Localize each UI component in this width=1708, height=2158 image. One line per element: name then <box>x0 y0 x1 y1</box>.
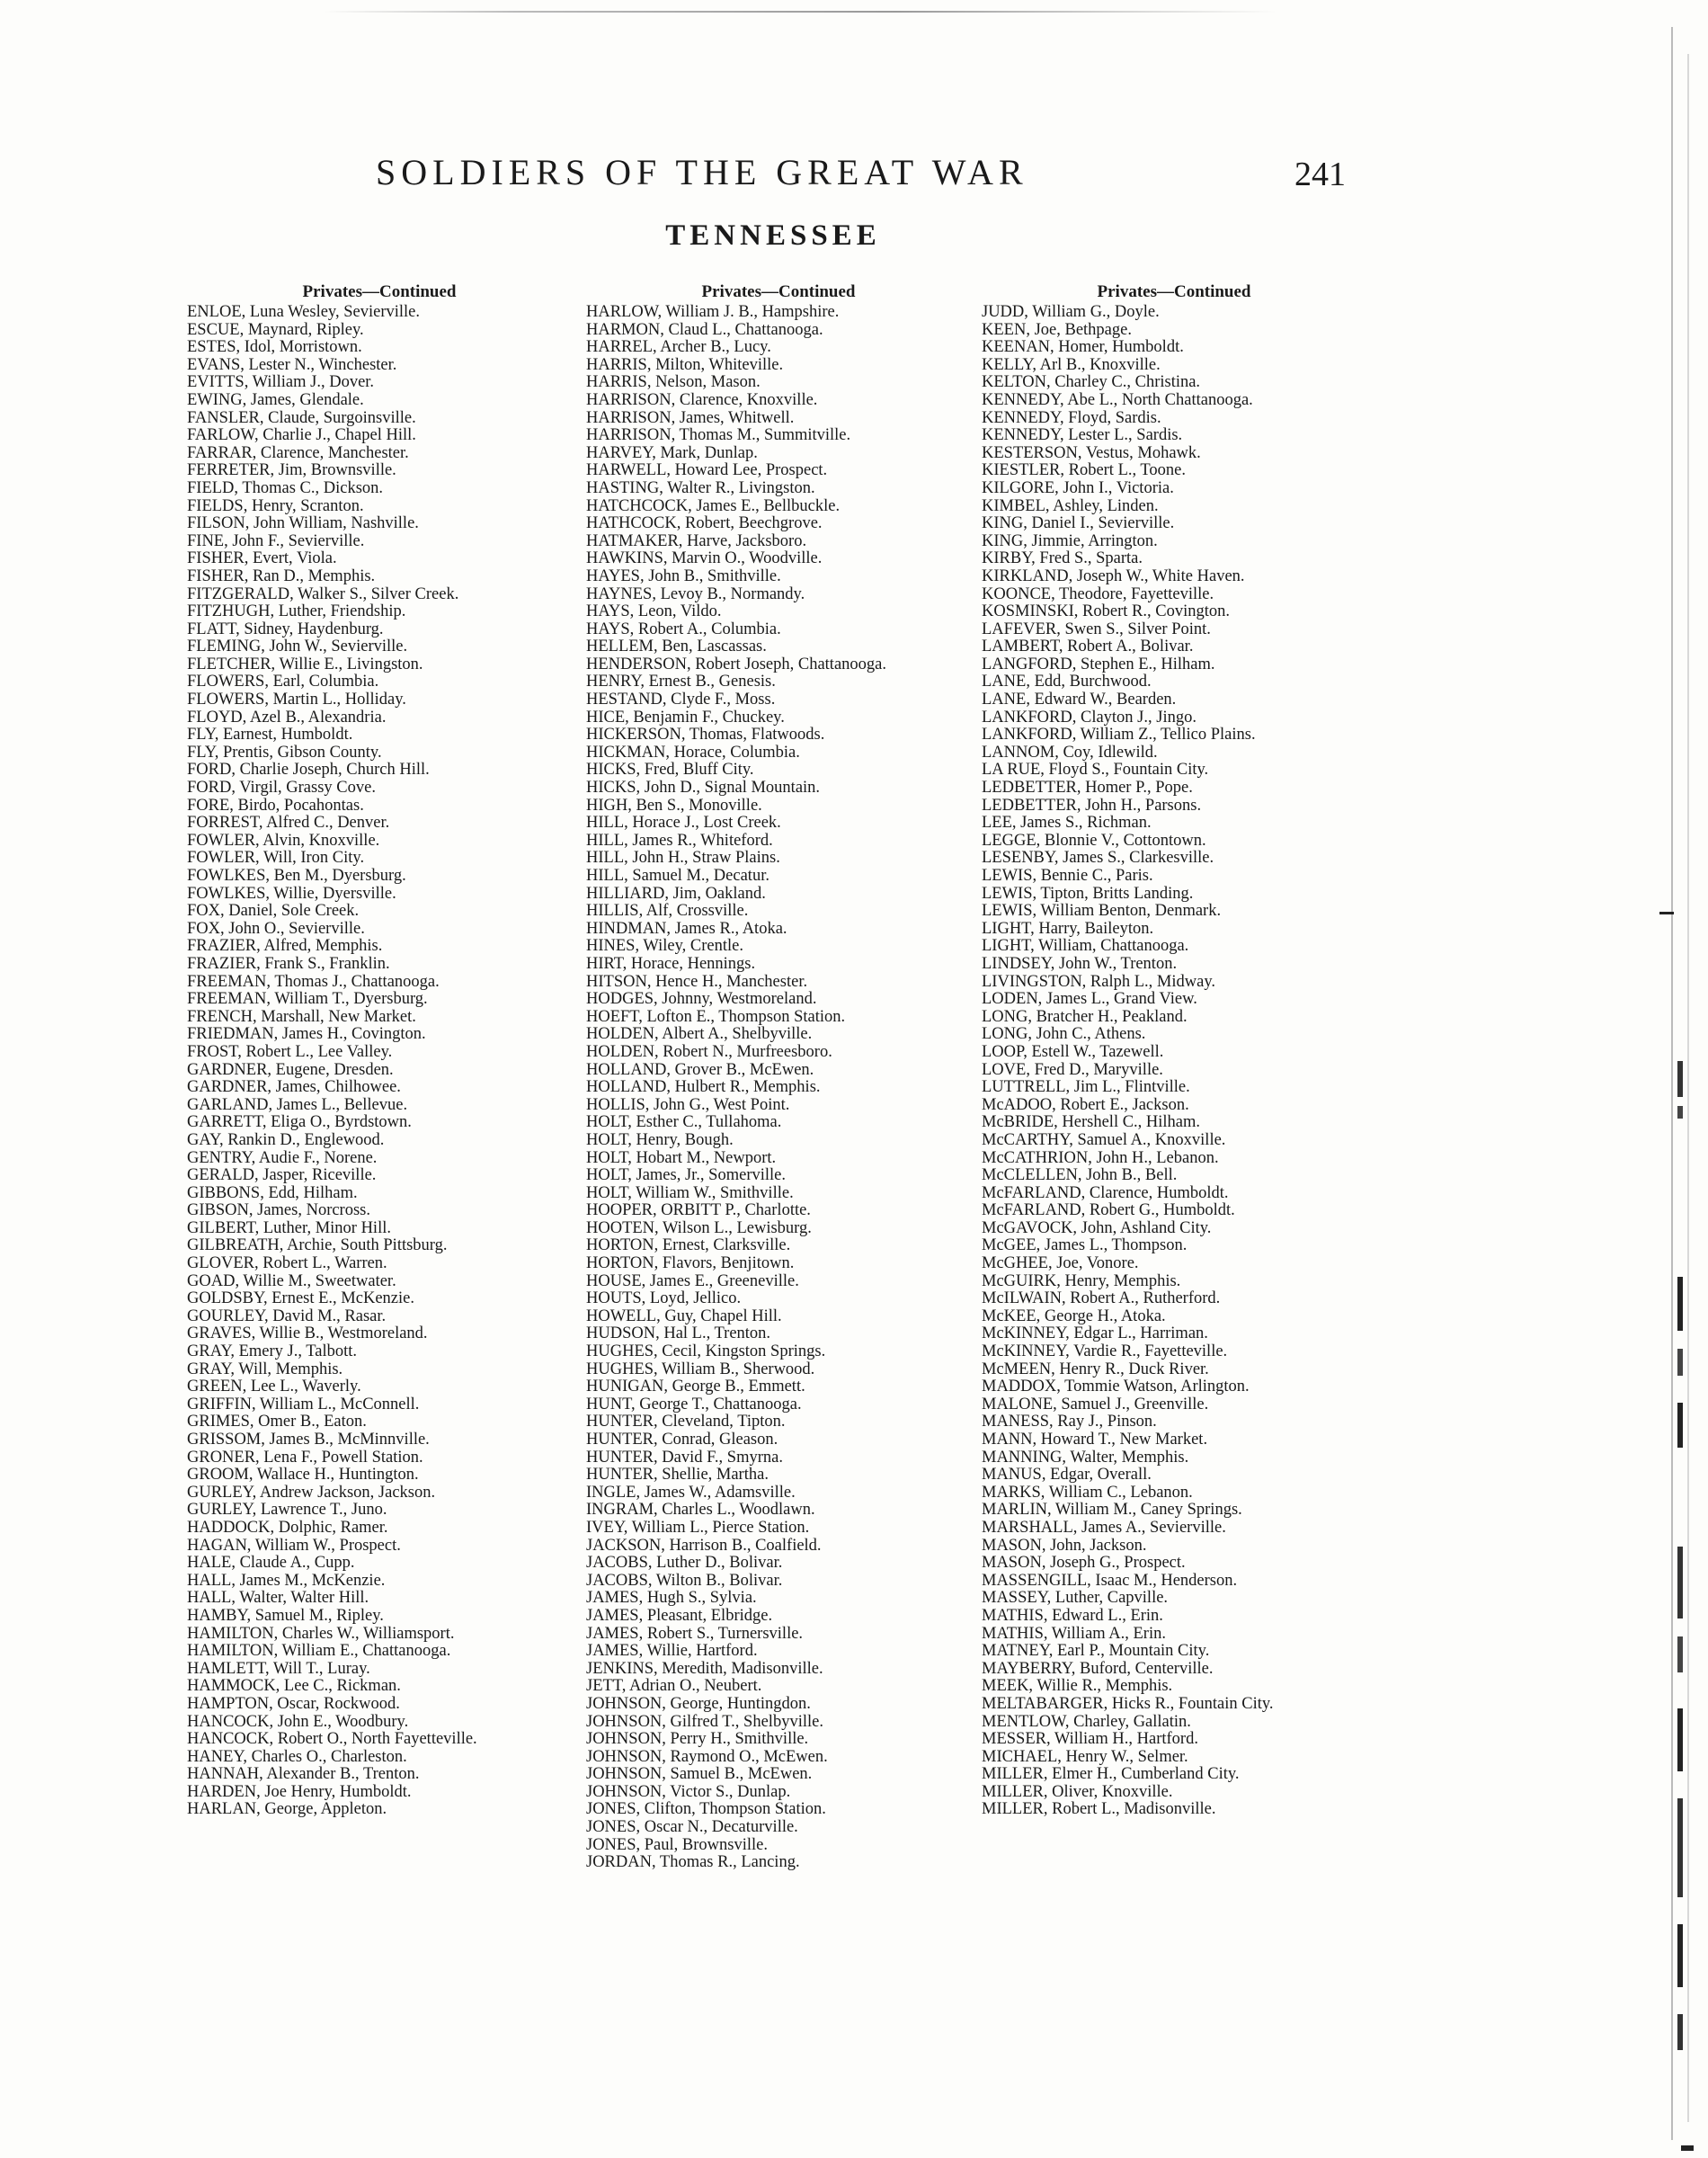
soldier-entry: JUDD, William G., Doyle. <box>982 303 1160 321</box>
soldier-entry: HARMON, Claud L., Chattanooga. <box>586 320 823 339</box>
soldier-entry: MESSER, William H., Hartford. <box>982 1730 1198 1749</box>
soldier-entry: HUGHES, Cecil, Kingston Springs. <box>586 1342 826 1361</box>
soldier-entry: FOX, John O., Sevierville. <box>187 919 365 938</box>
soldier-entry: HAYNES, Levoy B., Normandy. <box>586 584 805 603</box>
soldier-entry: HOWELL, Guy, Chapel Hill. <box>586 1306 782 1325</box>
soldier-entry: FANSLER, Claude, Surgoinsville. <box>187 408 416 427</box>
soldier-entry: FLATT, Sidney, Haydenburg. <box>187 620 384 638</box>
column-2 <box>586 282 971 1872</box>
soldier-entry: HOLLAND, Hulbert R., Memphis. <box>586 1078 821 1097</box>
soldier-entry: HUNT, George T., Chattanooga. <box>586 1395 802 1413</box>
soldier-entry: HATMAKER, Harve, Jacksboro. <box>586 531 807 550</box>
soldier-entry: FREEMAN, Thomas J., Chattanooga. <box>187 972 440 991</box>
soldier-entry: FILSON, John William, Nashville. <box>187 514 419 533</box>
soldier-entry: GILBERT, Luther, Minor Hill. <box>187 1218 391 1237</box>
soldier-entry: MADDOX, Tommie Watson, Arlington. <box>982 1378 1250 1396</box>
soldier-entry: KILGORE, John I., Victoria. <box>982 478 1174 497</box>
soldier-entry: LEWIS, Tipton, Britts Landing. <box>982 884 1194 903</box>
soldier-entry: LEWIS, Bennie C., Paris. <box>982 867 1153 885</box>
soldier-entry: FERRETER, Jim, Brownsville. <box>187 461 396 480</box>
soldier-entry: KENNEDY, Lester L., Sardis. <box>982 426 1183 445</box>
soldier-entry: HARVEY, Mark, Dunlap. <box>586 443 758 462</box>
soldier-entry: McGAVOCK, John, Ashland City. <box>982 1218 1212 1237</box>
soldier-entry: FORD, Charlie Joseph, Church Hill. <box>187 761 430 780</box>
soldier-entry: GURLEY, Andrew Jackson, Jackson. <box>187 1483 436 1502</box>
soldier-entry: GIBSON, James, Norcross. <box>187 1201 370 1220</box>
soldier-entry: KEEN, Joe, Bethpage. <box>982 320 1132 339</box>
soldier-entry: MASON, John, Jackson. <box>982 1536 1147 1555</box>
soldier-entry: HOOPER, ORBITT P., Charlotte. <box>586 1201 811 1220</box>
soldier-entry: HASTING, Walter R., Livingston. <box>586 478 815 497</box>
soldier-entry: HANCOCK, John E., Woodbury. <box>187 1712 409 1731</box>
soldier-entry: McADOO, Robert E., Jackson. <box>982 1095 1189 1114</box>
soldier-entry: HODGES, Johnny, Westmoreland. <box>586 990 817 1009</box>
soldier-entry: HIGH, Ben S., Monoville. <box>586 796 762 815</box>
soldier-entry: FARRAR, Clarence, Manchester. <box>187 443 409 462</box>
soldier-entry: KIMBEL, Ashley, Linden. <box>982 496 1159 515</box>
soldier-entry: HUNTER, David F., Smyrna. <box>586 1448 783 1467</box>
soldier-entry: LANGFORD, Stephen E., Hilham. <box>982 655 1215 673</box>
soldier-entry: LOVE, Fred D., Maryville. <box>982 1060 1163 1079</box>
soldier-entry: HAMBY, Samuel M., Ripley. <box>187 1606 384 1625</box>
soldier-entry: HENRY, Ernest B., Genesis. <box>586 673 776 691</box>
soldier-entry: HAWKINS, Marvin O., Woodville. <box>586 549 823 568</box>
soldier-entry: FLOYD, Azel B., Alexandria. <box>187 708 387 727</box>
soldier-entry: HARRISON, James, Whitwell. <box>586 408 795 427</box>
soldier-entry: IVEY, William L., Pierce Station. <box>586 1518 810 1537</box>
soldier-entry: MATNEY, Earl P., Mountain City. <box>982 1642 1210 1661</box>
soldier-entry: FIELDS, Henry, Scranton. <box>187 496 364 515</box>
soldier-entry: HAMMOCK, Lee C., Rickman. <box>187 1677 401 1696</box>
soldier-entry: HIRT, Horace, Hennings. <box>586 954 756 973</box>
soldier-entry: GAY, Rankin D., Englewood. <box>187 1130 385 1149</box>
soldier-entry: FLETCHER, Willie E., Livingston. <box>187 655 423 673</box>
soldier-entry: HAYS, Robert A., Columbia. <box>586 620 781 638</box>
soldier-entry: HAMPTON, Oscar, Rockwood. <box>187 1694 400 1713</box>
soldier-entry: LIVINGSTON, Ralph L., Midway. <box>982 972 1216 991</box>
soldier-entry: McCLELLEN, John B., Bell. <box>982 1166 1178 1185</box>
soldier-entry: LANNOM, Coy, Idlewild. <box>982 743 1158 762</box>
soldier-entry: HALL, Walter, Walter Hill. <box>187 1589 369 1608</box>
soldier-entry: FLY, Earnest, Humboldt. <box>187 726 353 745</box>
soldier-entry: LEGGE, Blonnie V., Cottontown. <box>982 831 1206 850</box>
soldier-entry: MANESS, Ray J., Pinson. <box>982 1413 1157 1431</box>
soldier-entry: HOLT, Henry, Bough. <box>586 1130 734 1149</box>
soldier-entry: GENTRY, Audie F., Norene. <box>187 1148 378 1167</box>
soldier-entry: JAMES, Pleasant, Elbridge. <box>586 1606 773 1625</box>
soldier-entry: LOOP, Estell W., Tazewell. <box>982 1042 1164 1061</box>
column-heading: Privates—Continued <box>701 282 856 301</box>
soldier-entry: HAMLETT, Will T., Luray. <box>187 1659 370 1678</box>
soldier-entry: HELLEM, Ben, Lascassas. <box>586 638 767 656</box>
soldier-entry: FLOWERS, Earl, Columbia. <box>187 673 379 691</box>
soldier-entry: HOLT, Esther C., Tullahoma. <box>586 1113 782 1132</box>
column-heading: Privates—Continued <box>302 282 457 301</box>
soldier-entry: HARRIS, Milton, Whiteville. <box>586 355 784 374</box>
soldier-entry: HUNTER, Cleveland, Tipton. <box>586 1413 786 1431</box>
soldier-entry: LAFEVER, Swen S., Silver Point. <box>982 620 1211 638</box>
soldier-entry: JOHNSON, Raymond O., McEwen. <box>586 1747 828 1766</box>
soldier-entry: HAYES, John B., Smithville. <box>586 566 781 585</box>
soldier-entry: McBRIDE, Hershell C., Hilham. <box>982 1113 1201 1132</box>
soldier-entry: MARSHALL, James A., Sevierville. <box>982 1518 1226 1537</box>
soldier-entry: HOLLAND, Grover B., McEwen. <box>586 1060 814 1079</box>
soldier-entry: ENLOE, Luna Wesley, Sevierville. <box>187 303 420 321</box>
soldier-entry: HINES, Wiley, Crentle. <box>586 937 743 956</box>
soldier-entry: MARLIN, William M., Caney Springs. <box>982 1501 1242 1520</box>
soldier-entry: HUDSON, Hal L., Trenton. <box>586 1324 771 1343</box>
soldier-entry: GRAVES, Willie B., Westmoreland. <box>187 1324 428 1343</box>
soldier-entry: GARDNER, James, Chilhowee. <box>187 1078 401 1097</box>
state-heading: TENNESSEE <box>665 219 881 252</box>
soldier-entry: FORREST, Alfred C., Denver. <box>187 814 390 833</box>
soldier-entry: HAYS, Leon, Vildo. <box>586 602 722 621</box>
soldier-entry: LEDBETTER, Homer P., Pope. <box>982 779 1193 798</box>
soldier-entry: GLOVER, Robert L., Warren. <box>187 1254 387 1273</box>
soldier-entry: HOLDEN, Albert A., Shelbyville. <box>586 1025 813 1044</box>
soldier-entry: MARKS, William C., Lebanon. <box>982 1483 1193 1502</box>
soldier-entry: GURLEY, Lawrence T., Juno. <box>187 1501 387 1520</box>
soldier-entry: JOHNSON, Samuel B., McEwen. <box>586 1765 813 1784</box>
soldier-entry: FOWLKES, Willie, Dyersville. <box>187 884 396 903</box>
soldier-entry: KELTON, Charley C., Christina. <box>982 373 1201 392</box>
soldier-entry: MASON, Joseph G., Prospect. <box>982 1554 1186 1573</box>
soldier-entry: HUNIGAN, George B., Emmett. <box>586 1378 805 1396</box>
soldier-entry: GRAY, Emery J., Talbott. <box>187 1342 358 1361</box>
soldier-entry: LONG, Bratcher H., Peakland. <box>982 1007 1188 1026</box>
soldier-entry: EVITTS, William J., Dover. <box>187 373 375 392</box>
soldier-entry: GRONER, Lena F., Powell Station. <box>187 1448 423 1467</box>
soldier-entry: HADDOCK, Dolphic, Ramer. <box>187 1518 388 1537</box>
soldier-entry: HILLIARD, Jim, Oakland. <box>586 884 766 903</box>
soldier-entry: FORD, Virgil, Grassy Cove. <box>187 779 376 798</box>
soldier-entry: MASSENGILL, Isaac M., Henderson. <box>982 1571 1238 1590</box>
soldier-entry: LIGHT, Harry, Baileyton. <box>982 919 1154 938</box>
soldier-entry: LA RUE, Floyd S., Fountain City. <box>982 761 1209 780</box>
soldier-entry: LANKFORD, Clayton J., Jingo. <box>982 708 1196 727</box>
soldier-entry: FLY, Prentis, Gibson County. <box>187 743 382 762</box>
soldier-entry: GARRETT, Eliga O., Byrdstown. <box>187 1113 412 1132</box>
soldier-entry: GOURLEY, David M., Rasar. <box>187 1306 387 1325</box>
soldier-entry: McKINNEY, Vardie R., Fayetteville. <box>982 1342 1228 1361</box>
soldier-entry: HICE, Benjamin F., Chuckey. <box>586 708 785 727</box>
soldier-entry: HOLT, William W., Smithville. <box>586 1183 794 1202</box>
soldier-entry: McGUIRK, Henry, Memphis. <box>982 1271 1181 1290</box>
entry-list <box>586 304 971 1872</box>
soldier-entry: MASSEY, Luther, Capville. <box>982 1589 1169 1608</box>
soldier-entry: HILL, Samuel M., Decatur. <box>586 867 769 885</box>
soldier-entry: JAMES, Robert S., Turnersville. <box>586 1624 804 1643</box>
soldier-entry: HARREL, Archer B., Lucy. <box>586 338 771 357</box>
soldier-entry: HAMILTON, Charles W., Williamsport. <box>187 1624 455 1643</box>
soldier-entry: MICHAEL, Henry W., Selmer. <box>982 1747 1188 1766</box>
soldier-entry: LONG, John C., Athens. <box>982 1025 1146 1044</box>
soldier-entry: JONES, Clifton, Thompson Station. <box>586 1800 826 1819</box>
soldier-entry: HOOTEN, Wilson L., Lewisburg. <box>586 1218 812 1237</box>
soldier-entry: KIESTLER, Robert L., Toone. <box>982 461 1187 480</box>
soldier-entry: HICKERSON, Thomas, Flatwoods. <box>586 726 825 745</box>
soldier-entry: LESENBY, James S., Clarkesville. <box>982 849 1214 868</box>
soldier-entry: FROST, Robert L., Lee Valley. <box>187 1042 393 1061</box>
soldier-entry: FINE, John F., Sevierville. <box>187 531 365 550</box>
soldier-entry: HOLT, Hobart M., Newport. <box>586 1148 777 1167</box>
soldier-entry: HANNAH, Alexander B., Trenton. <box>187 1765 420 1784</box>
soldier-entry: JORDAN, Thomas R., Lancing. <box>586 1853 800 1872</box>
soldier-entry: KEENAN, Homer, Humboldt. <box>982 338 1184 357</box>
soldier-entry: JOHNSON, George, Huntingdon. <box>586 1694 811 1713</box>
soldier-entry: HARLAN, George, Appleton. <box>187 1800 387 1819</box>
soldier-entry: McGEE, James L., Thompson. <box>982 1236 1188 1255</box>
soldier-entry: JONES, Paul, Brownsville. <box>586 1835 768 1854</box>
soldier-entry: GOAD, Willie M., Sweetwater. <box>187 1271 396 1290</box>
soldier-entry: LANE, Edward W., Bearden. <box>982 691 1177 709</box>
soldier-entry: HITSON, Hence H., Manchester. <box>586 972 808 991</box>
soldier-entry: KOSMINSKI, Robert R., Covington. <box>982 602 1230 621</box>
soldier-entry: KENNEDY, Abe L., North Chattanooga. <box>982 390 1253 409</box>
soldier-entry: GRAY, Will, Memphis. <box>187 1360 343 1378</box>
soldier-entry: HALL, James M., McKenzie. <box>187 1571 386 1590</box>
soldier-entry: HATHCOCK, Robert, Beechgrove. <box>586 514 823 533</box>
soldier-entry: LUTTRELL, Jim L., Flintville. <box>982 1078 1190 1097</box>
soldier-entry: KENNEDY, Floyd, Sardis. <box>982 408 1161 427</box>
soldier-entry: FOWLER, Will, Iron City. <box>187 849 365 868</box>
soldier-entry: McFARLAND, Robert G., Humboldt. <box>982 1201 1235 1220</box>
soldier-entry: GREEN, Lee L., Waverly. <box>187 1378 361 1396</box>
soldier-entry: EWING, James, Glendale. <box>187 390 364 409</box>
soldier-entry: LIGHT, William, Chattanooga. <box>982 937 1189 956</box>
column-1 <box>187 282 572 1819</box>
soldier-entry: HUGHES, William B., Sherwood. <box>586 1360 815 1378</box>
soldier-entry: HILLIS, Alf, Crossville. <box>586 902 749 921</box>
soldier-entry: McGHEE, Joe, Vonore. <box>982 1254 1139 1273</box>
page-number: 241 <box>1294 156 1346 193</box>
soldier-entry: INGLE, James W., Adamsville. <box>586 1483 796 1502</box>
soldier-entry: JAMES, Willie, Hartford. <box>586 1642 758 1661</box>
soldier-entry: HOLDEN, Robert N., Murfreesboro. <box>586 1042 832 1061</box>
soldier-entry: HAGAN, William W., Prospect. <box>187 1536 401 1555</box>
soldier-entry: LEDBETTER, John H., Parsons. <box>982 796 1202 815</box>
soldier-entry: HARWELL, Howard Lee, Prospect. <box>586 461 828 480</box>
soldier-entry: LEWIS, William Benton, Denmark. <box>982 902 1222 921</box>
soldier-entry: FOWLKES, Ben M., Dyersburg. <box>187 867 406 885</box>
soldier-entry: MATHIS, Edward L., Erin. <box>982 1606 1163 1625</box>
soldier-entry: FARLOW, Charlie J., Chapel Hill. <box>187 426 416 445</box>
page-title: SOLDIERS OF THE GREAT WAR <box>376 152 1028 192</box>
soldier-entry: McMEEN, Henry R., Duck River. <box>982 1360 1209 1378</box>
soldier-entry: JOHNSON, Perry H., Smithville. <box>586 1730 809 1749</box>
soldier-entry: MILLER, Robert L., Madisonville. <box>982 1800 1216 1819</box>
soldier-entry: HARRISON, Thomas M., Summitville. <box>586 426 851 445</box>
soldier-entry: KELLY, Arl B., Knoxville. <box>982 355 1161 374</box>
entry-list <box>187 304 572 1819</box>
soldier-entry: JONES, Oscar N., Decaturville. <box>586 1818 798 1837</box>
soldier-entry: JACOBS, Luther D., Bolivar. <box>586 1554 783 1573</box>
soldier-entry: FRAZIER, Alfred, Memphis. <box>187 937 383 956</box>
soldier-entry: KOONCE, Theodore, Fayetteville. <box>982 584 1214 603</box>
soldier-entry: LEE, James S., Richman. <box>982 814 1152 833</box>
soldier-entry: FITZGERALD, Walker S., Silver Creek. <box>187 584 459 603</box>
soldier-entry: MANN, Howard T., New Market. <box>982 1431 1208 1449</box>
soldier-entry: MANNING, Walter, Memphis. <box>982 1448 1189 1467</box>
soldier-entry: FORE, Birdo, Pocahontas. <box>187 796 364 815</box>
soldier-entry: HOEFT, Lofton E., Thompson Station. <box>586 1007 846 1026</box>
soldier-entry: JETT, Adrian O., Neubert. <box>586 1677 762 1696</box>
soldier-entry: FISHER, Ran D., Memphis. <box>187 566 376 585</box>
soldier-entry: JENKINS, Meredith, Madisonville. <box>586 1659 823 1678</box>
soldier-entry: McFARLAND, Clarence, Humboldt. <box>982 1183 1229 1202</box>
soldier-entry: KING, Jimmie, Arrington. <box>982 531 1158 550</box>
soldier-entry: HOLLIS, John G., West Point. <box>586 1095 790 1114</box>
soldier-entry: FITZHUGH, Luther, Friendship. <box>187 602 406 621</box>
soldier-entry: HARRIS, Nelson, Mason. <box>586 373 761 392</box>
soldier-entry: McKINNEY, Edgar L., Harriman. <box>982 1324 1208 1343</box>
soldier-entry: GIBBONS, Edd, Hilham. <box>187 1183 358 1202</box>
soldier-entry: KESTERSON, Vestus, Mohawk. <box>982 443 1201 462</box>
soldier-entry: HORTON, Flavors, Benjitown. <box>586 1254 795 1273</box>
soldier-entry: JACOBS, Wilton B., Bolivar. <box>586 1571 783 1590</box>
soldier-entry: FIELD, Thomas C., Dickson. <box>187 478 384 497</box>
column-3 <box>982 282 1366 1819</box>
soldier-entry: HOUTS, Loyd, Jellico. <box>586 1289 742 1308</box>
scan-edge-artifacts <box>1627 0 1708 2158</box>
soldier-entry: MENTLOW, Charley, Gallatin. <box>982 1712 1191 1731</box>
soldier-entry: JOHNSON, Victor S., Dunlap. <box>586 1782 791 1801</box>
soldier-entry: GARDNER, Eugene, Dresden. <box>187 1060 394 1079</box>
soldier-entry: JACKSON, Harrison B., Coalfield. <box>586 1536 822 1555</box>
soldier-entry: FREEMAN, William T., Dyersburg. <box>187 990 428 1009</box>
soldier-entry: LODEN, James L., Grand View. <box>982 990 1197 1009</box>
soldier-entry: HESTAND, Clyde F., Moss. <box>586 691 776 709</box>
soldier-entry: McKEE, George H., Atoka. <box>982 1306 1166 1325</box>
soldier-entry: HORTON, Ernest, Clarksville. <box>586 1236 791 1255</box>
soldier-entry: GROOM, Wallace H., Huntington. <box>187 1466 419 1485</box>
soldier-entry: MATHIS, William A., Erin. <box>982 1624 1166 1643</box>
soldier-entry: MILLER, Elmer H., Cumberland City. <box>982 1765 1240 1784</box>
entry-list <box>982 304 1366 1819</box>
soldier-entry: HICKS, John D., Signal Mountain. <box>586 779 821 798</box>
soldier-entry: McILWAIN, Robert A., Rutherford. <box>982 1289 1221 1308</box>
soldier-entry: HALE, Claude A., Cupp. <box>187 1554 355 1573</box>
soldier-entry: HICKS, Fred, Bluff City. <box>586 761 754 780</box>
top-edge-smudge <box>324 11 1277 13</box>
soldier-entry: GOLDSBY, Ernest E., McKenzie. <box>187 1289 414 1308</box>
soldier-entry: JAMES, Hugh S., Sylvia. <box>586 1589 757 1608</box>
soldier-entry: McCARTHY, Samuel A., Knoxville. <box>982 1130 1226 1149</box>
soldier-entry: ESCUE, Maynard, Ripley. <box>187 320 364 339</box>
soldier-entry: GRIMES, Omer B., Eaton. <box>187 1413 367 1431</box>
soldier-entry: INGRAM, Charles L., Woodlawn. <box>586 1501 815 1520</box>
soldier-entry: FLEMING, John W., Sevierville. <box>187 638 408 656</box>
soldier-entry: HAMILTON, William E., Chattanooga. <box>187 1642 451 1661</box>
soldier-entry: HICKMAN, Horace, Columbia. <box>586 743 800 762</box>
soldier-entry: FRAZIER, Frank S., Franklin. <box>187 954 390 973</box>
soldier-entry: FRIEDMAN, James H., Covington. <box>187 1025 426 1044</box>
soldier-entry: GRISSOM, James B., McMinnville. <box>187 1431 430 1449</box>
soldier-entry: MELTABARGER, Hicks R., Fountain City. <box>982 1694 1274 1713</box>
soldier-entry: KIRBY, Fred S., Sparta. <box>982 549 1143 568</box>
soldier-entry: HOLT, James, Jr., Somerville. <box>586 1166 786 1185</box>
soldier-entry: MEEK, Willie R., Memphis. <box>982 1677 1173 1696</box>
soldier-entry: GERALD, Jasper, Riceville. <box>187 1166 377 1185</box>
soldier-entry: HARRISON, Clarence, Knoxville. <box>586 390 818 409</box>
soldier-entry: MAYBERRY, Buford, Centerville. <box>982 1659 1214 1678</box>
soldier-entry: HANCOCK, Robert O., North Fayetteville. <box>187 1730 477 1749</box>
soldier-entry: GILBREATH, Archie, South Pittsburg. <box>187 1236 448 1255</box>
column-heading: Privates—Continued <box>1097 282 1251 301</box>
soldier-entry: HANEY, Charles O., Charleston. <box>187 1747 407 1766</box>
soldier-entry: EVANS, Lester N., Winchester. <box>187 355 397 374</box>
soldier-entry: HILL, James R., Whiteford. <box>586 831 773 850</box>
soldier-entry: MANUS, Edgar, Overall. <box>982 1466 1152 1485</box>
soldier-entry: KING, Daniel I., Sevierville. <box>982 514 1175 533</box>
soldier-entry: HOUSE, James E., Greeneville. <box>586 1271 799 1290</box>
soldier-entry: FLOWERS, Martin L., Holliday. <box>187 691 406 709</box>
soldier-entry: HUNTER, Shellie, Martha. <box>586 1466 769 1485</box>
soldier-entry: HINDMAN, James R., Atoka. <box>586 919 787 938</box>
soldier-entry: LANE, Edd, Burchwood. <box>982 673 1152 691</box>
soldier-entry: GRIFFIN, William L., McConnell. <box>187 1395 420 1413</box>
soldier-entry: FRENCH, Marshall, New Market. <box>187 1007 416 1026</box>
soldier-entry: KIRKLAND, Joseph W., White Haven. <box>982 566 1245 585</box>
soldier-entry: HATCHCOCK, James E., Bellbuckle. <box>586 496 841 515</box>
soldier-entry: HILL, John H., Straw Plains. <box>586 849 780 868</box>
soldier-entry: MALONE, Samuel J., Greenville. <box>982 1395 1209 1413</box>
soldier-entry: LINDSEY, John W., Trenton. <box>982 954 1178 973</box>
soldier-entry: ESTES, Idol, Morristown. <box>187 338 362 357</box>
soldier-entry: HARLOW, William J. B., Hampshire. <box>586 303 840 321</box>
soldier-entry: MILLER, Oliver, Knoxville. <box>982 1782 1173 1801</box>
soldier-entry: McCATHRION, John H., Lebanon. <box>982 1148 1219 1167</box>
soldier-entry: HILL, Horace J., Lost Creek. <box>586 814 781 833</box>
soldier-entry: JOHNSON, Gilfred T., Shelbyville. <box>586 1712 823 1731</box>
soldier-entry: FISHER, Evert, Viola. <box>187 549 337 568</box>
soldier-entry: GARLAND, James L., Bellevue. <box>187 1095 408 1114</box>
soldier-entry: FOX, Daniel, Sole Creek. <box>187 902 360 921</box>
soldier-entry: HARDEN, Joe Henry, Humboldt. <box>187 1782 412 1801</box>
soldier-entry: HUNTER, Conrad, Gleason. <box>586 1431 778 1449</box>
soldier-entry: HENDERSON, Robert Joseph, Chattanooga. <box>586 655 886 673</box>
soldier-entry: LAMBERT, Robert A., Bolivar. <box>982 638 1194 656</box>
soldier-entry: LANKFORD, William Z., Tellico Plains. <box>982 726 1256 745</box>
soldier-entry: FOWLER, Alvin, Knoxville. <box>187 831 380 850</box>
